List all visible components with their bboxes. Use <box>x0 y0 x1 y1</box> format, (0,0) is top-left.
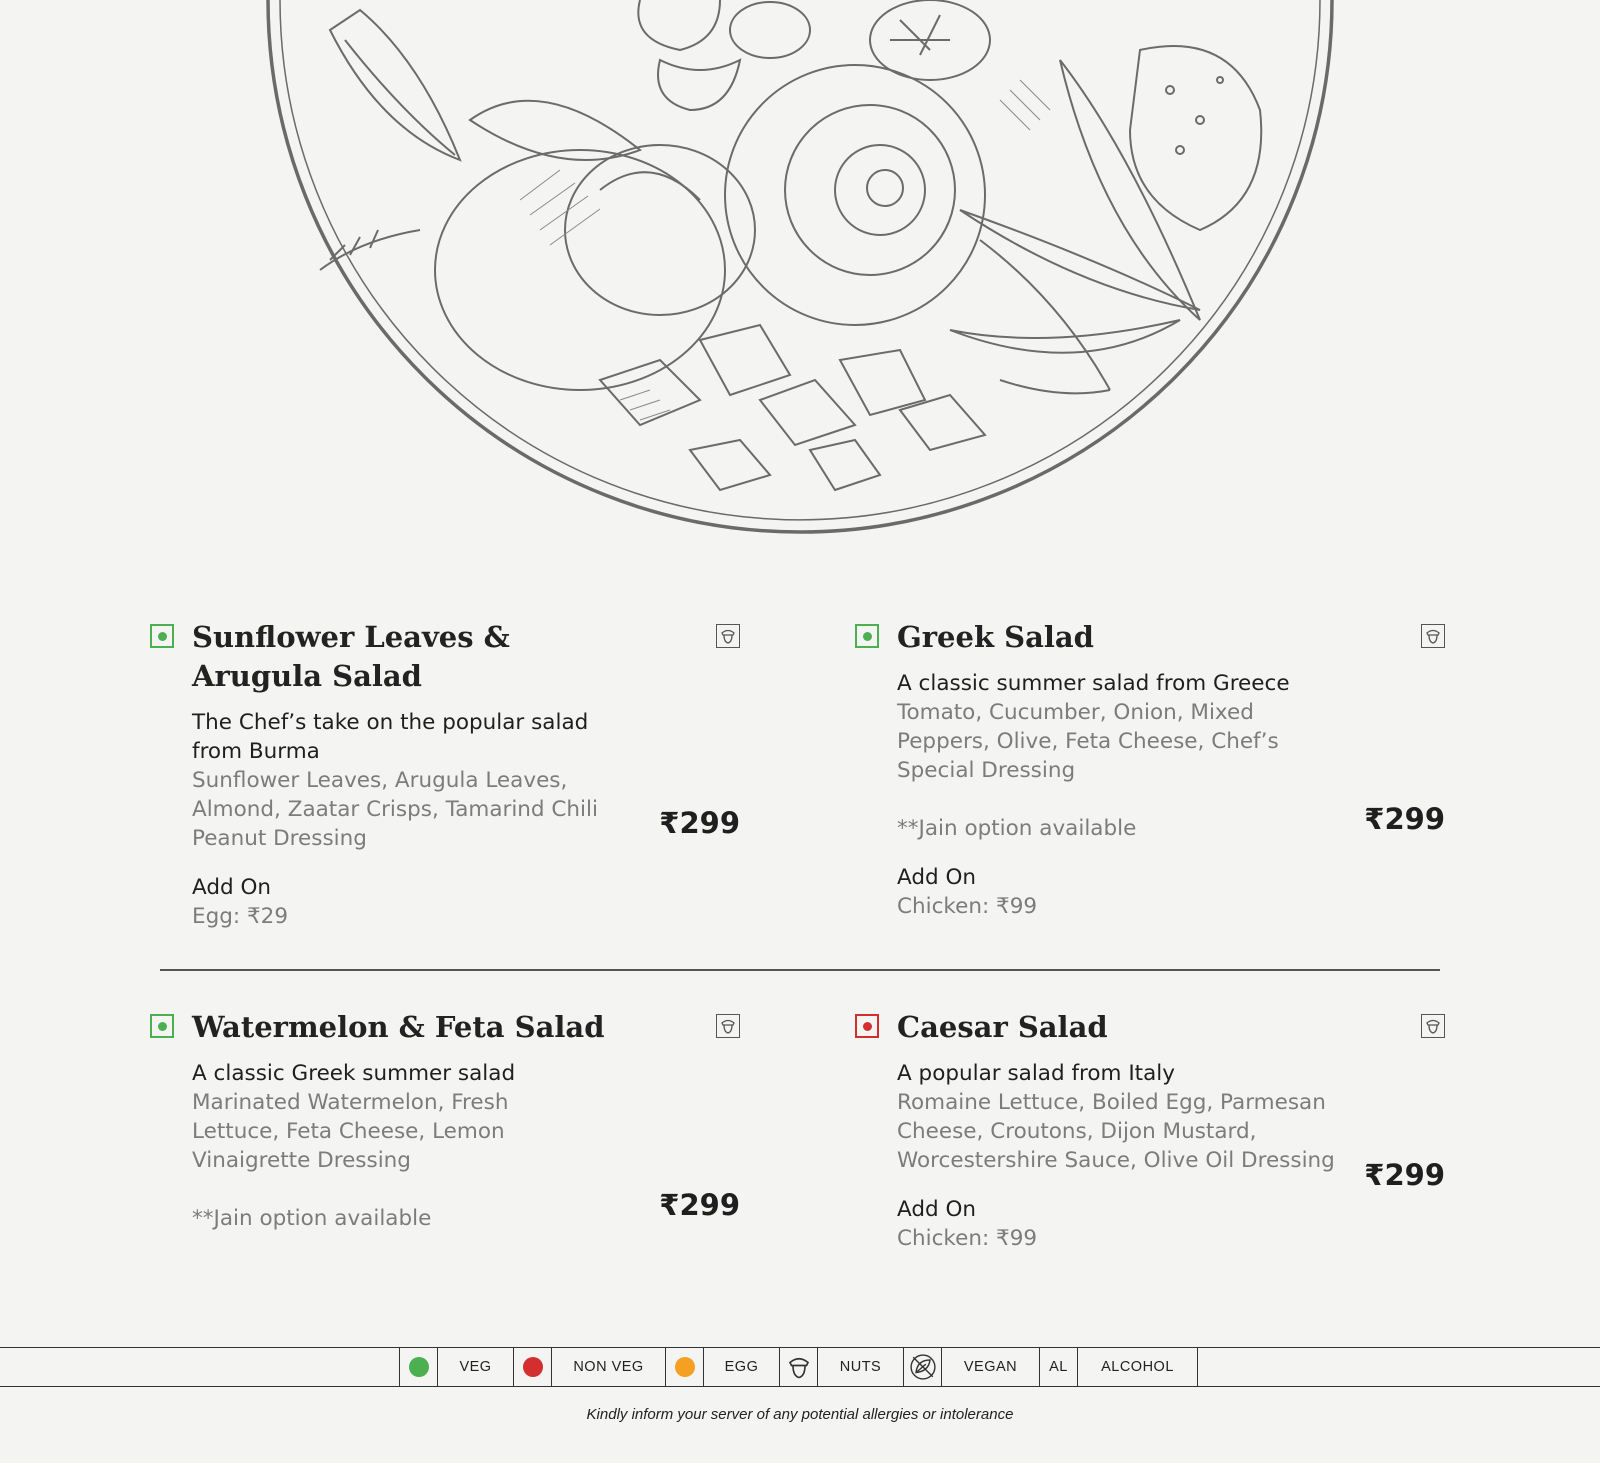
allergy-note: Kindly inform your server of any potential allergies or intolerance <box>586 1406 1014 1423</box>
menu-item-greek-salad <box>855 618 1445 921</box>
item-ingredients: Sunflower Leaves, Arugula Leaves, Almond, Zaatar Crisps, Tamarind Chili Peanut Dressing <box>192 768 598 851</box>
item-title: Caesar Salad <box>897 1010 1108 1044</box>
veg-icon <box>150 1014 174 1038</box>
addon-value: Chicken: ₹99 <box>897 894 1038 919</box>
item-price: ₹299 <box>1364 1158 1445 1192</box>
addon-title: Add On <box>192 875 272 900</box>
veg-icon <box>150 624 174 648</box>
nuts-icon <box>1421 624 1445 648</box>
nuts-icon <box>716 1014 740 1038</box>
nuts-legend-icon <box>780 1347 818 1387</box>
item-ingredients: Marinated Watermelon, Fresh Lettuce, Feta Cheese, Lemon Vinaigrette Dressing <box>192 1090 509 1173</box>
item-subtitle: A popular salad from Italy <box>897 1061 1175 1086</box>
item-subtitle: The Chef’s take on the popular salad from Burma <box>192 710 589 764</box>
menu-item-caesar-salad <box>855 1008 1445 1253</box>
legend-label-alcohol: ALCOHOL <box>1078 1347 1198 1387</box>
nuts-icon <box>716 624 740 648</box>
section-divider <box>160 969 1440 971</box>
veg-legend-icon <box>400 1347 438 1387</box>
menu-item-sunflower-arugula-salad <box>150 618 740 931</box>
addon-value: Egg: ₹29 <box>192 904 288 929</box>
salad-bowl-illustration <box>0 0 1600 540</box>
item-price: ₹299 <box>659 806 740 840</box>
item-ingredients: Romaine Lettuce, Boiled Egg, Parmesan Cheese, Croutons, Dijon Mustard, Worcestershire Sauce, Olive Oil Dressing <box>897 1090 1335 1173</box>
egg-legend-icon <box>666 1347 704 1387</box>
legend-label-egg: EGG <box>704 1347 780 1387</box>
legend-label-non-veg: NON VEG <box>552 1347 666 1387</box>
jain-note: **Jain option available <box>192 1206 432 1231</box>
legend-label-veg: VEG <box>438 1347 514 1387</box>
dietary-legend <box>0 1347 1600 1387</box>
item-title: Greek Salad <box>897 620 1094 654</box>
non-veg-icon <box>855 1014 879 1038</box>
item-ingredients: Tomato, Cucumber, Onion, Mixed Peppers, Olive, Feta Cheese, Chef’s Special Dressing <box>897 700 1279 783</box>
jain-note: **Jain option available <box>897 816 1137 841</box>
item-title: Watermelon & Feta Salad <box>192 1010 605 1044</box>
item-subtitle: A classic Greek summer salad <box>192 1061 516 1086</box>
item-price: ₹299 <box>1364 802 1445 836</box>
legend-label-nuts: NUTS <box>818 1347 904 1387</box>
addon-title: Add On <box>897 865 977 890</box>
vegan-leaf-icon <box>904 1347 942 1387</box>
non-veg-legend-icon <box>514 1347 552 1387</box>
item-price: ₹299 <box>659 1188 740 1222</box>
legend-label-vegan: VEGAN <box>942 1347 1040 1387</box>
alcohol-legend-icon: AL <box>1040 1347 1078 1387</box>
item-title: Sunflower Leaves & Arugula Salad <box>192 620 510 693</box>
nuts-icon <box>1421 1014 1445 1038</box>
item-subtitle: A classic summer salad from Greece <box>897 671 1290 696</box>
addon-title: Add On <box>897 1197 977 1222</box>
veg-icon <box>855 624 879 648</box>
addon-value: Chicken: ₹99 <box>897 1226 1038 1251</box>
menu-item-watermelon-feta-salad <box>150 1008 740 1233</box>
